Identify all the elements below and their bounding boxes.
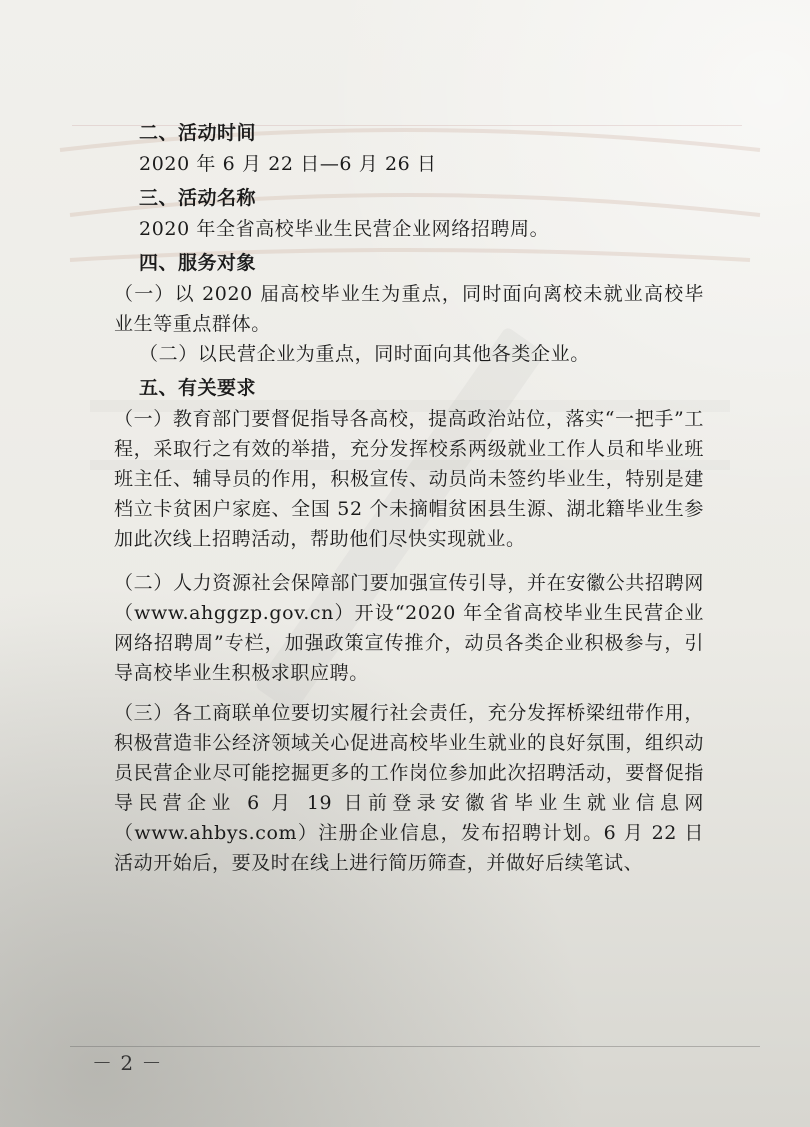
section-service-targets bbox=[114, 248, 704, 369]
section-paragraph: 2020 年全省高校毕业生民营企业网络招聘周。 bbox=[139, 218, 550, 240]
section-activity-time bbox=[139, 118, 704, 179]
section-requirements bbox=[114, 373, 704, 878]
section-paragraph: （三）各工商联单位要切实履行社会责任，充分发挥桥梁纽带作用，积极营造非公经济领域关心促进高校毕业生就业的良好氛围，组织动员民营企业尽可能挖掘更多的工作岗位参加此次招聘活动，要督促指导民营企业 6 月 19 日前登录安徽省毕业生就业信息网（www.ahbys.com）注册企业信息，发布招聘计划。6 月 22 日活动开始后，要及时在线上进行简历筛查，并做好后续笔试、 bbox=[114, 702, 704, 874]
footer-rule bbox=[70, 1046, 760, 1047]
section-heading: 三、活动名称 bbox=[139, 187, 257, 209]
section-paragraph: （二）人力资源社会保障部门要加强宣传引导，并在安徽公共招聘网（www.ahggzp.gov.cn）开设“2020 年全省高校毕业生民营企业网络招聘周”专栏，加强政策宣传推介，动员各类企业积极参与，引导高校毕业生积极求职应聘。 bbox=[114, 572, 704, 684]
document-body bbox=[114, 118, 704, 882]
section-heading: 五、有关要求 bbox=[139, 377, 257, 399]
section-paragraph: 2020 年 6 月 22 日—6 月 26 日 bbox=[139, 153, 437, 175]
section-paragraph: （一）以 2020 届高校毕业生为重点，同时面向离校未就业高校毕业生等重点群体。 bbox=[114, 283, 704, 335]
section-paragraph: （一）教育部门要督促指导各高校，提高政治站位，落实“一把手”工程，采取行之有效的举措，充分发挥校系两级就业工作人员和毕业班班主任、辅导员的作用，积极宣传、动员尚未签约毕业生，特别是建档立卡贫困户家庭、全国 52 个未摘帽贫困县生源、湖北籍毕业生参加此次线上招聘活动，帮助他们尽快实现就业。 bbox=[114, 408, 704, 550]
section-paragraph: （二）以民营企业为重点，同时面向其他各类企业。 bbox=[139, 343, 590, 365]
section-heading: 二、活动时间 bbox=[139, 122, 257, 144]
section-activity-name bbox=[139, 183, 704, 244]
page-number: － 2 － bbox=[92, 1051, 163, 1075]
section-heading: 四、服务对象 bbox=[139, 252, 257, 274]
